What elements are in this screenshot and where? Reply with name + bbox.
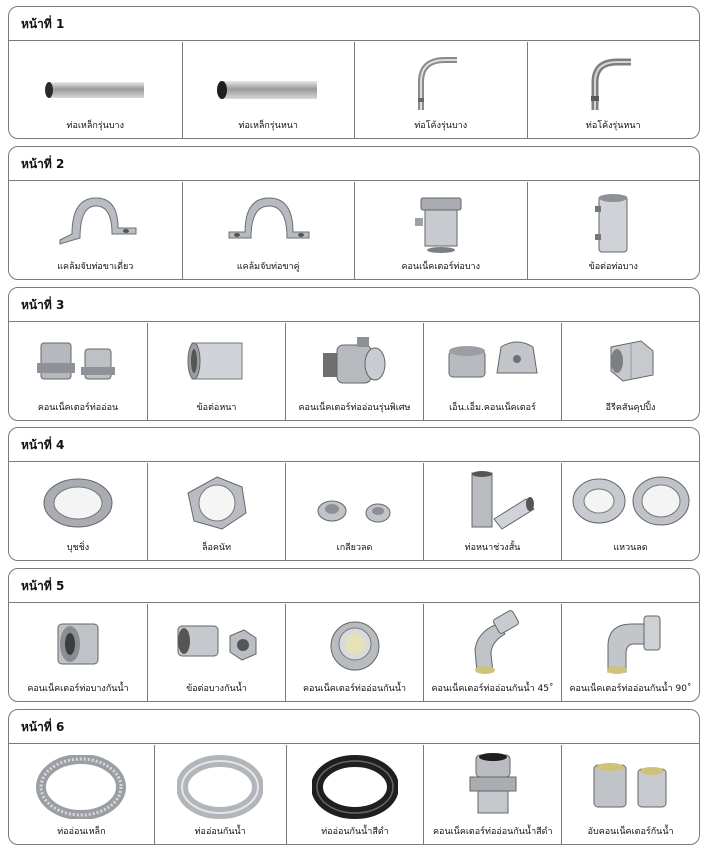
thick-elbow-pipe-icon (583, 52, 643, 112)
product-label: ล็อคนัท (201, 543, 232, 553)
product-label: ท่อหนาช่วงสั้น (464, 543, 521, 553)
flexible-connector-icon (33, 333, 123, 389)
special-flexible-connector-icon (317, 333, 393, 391)
product-card[interactable] (562, 463, 699, 560)
product-card[interactable] (424, 604, 562, 701)
product-card[interactable] (562, 604, 699, 701)
nm-connector-icon (443, 333, 543, 389)
thin-coupling-icon (593, 192, 633, 256)
product-label: ท่อโค้งรุ่นหนา (585, 121, 641, 131)
reducer-icon (310, 493, 400, 533)
thick-steel-pipe-icon (213, 64, 323, 114)
product-card[interactable] (9, 745, 155, 844)
short-thick-pipe-icon (448, 469, 538, 535)
waterproof-thin-coupling-icon (172, 614, 262, 670)
product-card[interactable] (183, 42, 356, 138)
product-label: คอนเน็คเตอร์ท่ออ่อน (37, 403, 119, 413)
product-card[interactable] (9, 42, 183, 138)
product-label: ท่อเหล็กรุ่นหนา (238, 121, 298, 131)
section-title: หน้าที่ 3 (9, 288, 699, 322)
product-card[interactable] (148, 323, 286, 420)
section-page-6 (8, 709, 700, 845)
thick-coupling-icon (184, 333, 250, 389)
product-card[interactable] (355, 42, 528, 138)
product-label: เอ็น.เอ็ม.คอนเน็คเตอร์ (449, 403, 536, 413)
waterproof-thin-connector-icon (48, 614, 108, 674)
erickson-coupling-icon (601, 333, 661, 389)
section-title: หน้าที่ 5 (9, 569, 699, 603)
product-card[interactable] (148, 463, 286, 560)
section-page-4 (8, 427, 700, 561)
locknut-icon (182, 473, 252, 533)
product-card[interactable] (155, 745, 287, 844)
waterproof-90-connector-icon (598, 610, 664, 676)
flexible-steel-conduit-icon (36, 755, 126, 819)
product-label: ท่ออ่อนเหล็ก (57, 827, 106, 837)
bushing-icon (38, 473, 118, 533)
product-label: อับคอนเน็คเตอร์กันน้ำ (587, 827, 674, 837)
section-page-5 (8, 568, 700, 702)
product-card[interactable] (424, 323, 562, 420)
single-leg-clamp-icon (50, 192, 140, 248)
waterproof-45-connector-icon (463, 610, 523, 676)
product-label: อีรีคสันคุปปิ้ง (605, 403, 656, 413)
black-waterproof-connector-icon (460, 751, 526, 817)
product-card[interactable] (528, 182, 700, 279)
product-label: คอนเน็คเตอร์ท่ออ่อนกันน้ำ 90˚ (569, 684, 692, 694)
product-card[interactable] (148, 604, 286, 701)
section-page-3 (8, 287, 700, 421)
product-label: แคล้มจับท่อขาคู่ (236, 262, 300, 272)
product-label: แคล้มจับท่อขาเดี่ยว (57, 262, 134, 272)
product-card[interactable] (9, 182, 183, 279)
product-label: ท่อโค้งรุ่นบาง (414, 121, 468, 131)
product-label: แหวนลด (613, 543, 648, 553)
product-card[interactable] (424, 463, 562, 560)
product-label: ท่อเหล็กรุ่นบาง (66, 121, 124, 131)
section-title: หน้าที่ 6 (9, 710, 699, 744)
section-title: หน้าที่ 1 (9, 7, 699, 41)
waterproof-connector-adapter-icon (586, 755, 676, 815)
product-label: คอนเน็คเตอร์ท่ออ่อนรุ่นพิเศษ (298, 403, 411, 413)
waterproof-flexible-connector-icon (325, 614, 385, 674)
product-label: ข้อต่อบางกันน้ำ (186, 684, 247, 694)
product-card[interactable] (424, 745, 562, 844)
black-waterproof-conduit-icon (312, 755, 398, 819)
product-card[interactable] (9, 463, 148, 560)
thin-steel-pipe-icon (40, 64, 150, 114)
section-title: หน้าที่ 2 (9, 147, 699, 181)
product-label: เกลียวลด (336, 543, 373, 553)
product-label: ท่ออ่อนกันน้ำสีดำ (321, 827, 389, 837)
product-label: ท่ออ่อนกันน้ำ (194, 827, 246, 837)
double-leg-clamp-icon (223, 192, 313, 248)
product-card[interactable] (355, 182, 528, 279)
product-label: คอนเน็คเตอร์ท่ออ่อนกันน้ำสีดำ (433, 827, 553, 837)
waterproof-flexible-conduit-icon (177, 755, 263, 819)
product-card[interactable] (562, 323, 699, 420)
product-label: บุชชิ่ง (66, 543, 90, 553)
product-label: คอนเน็คเตอร์ท่อบางกันน้ำ (27, 684, 129, 694)
thin-connector-icon (411, 192, 471, 254)
thin-elbow-pipe-icon (411, 52, 471, 112)
section-page-2 (8, 146, 700, 280)
product-label: คอนเน็คเตอร์ท่ออ่อนกันน้ำ 45˚ (431, 684, 554, 694)
product-label: คอนเน็คเตอร์ท่อบาง (401, 262, 480, 272)
product-card[interactable] (562, 745, 699, 844)
product-card[interactable] (287, 745, 425, 844)
reducing-washer-icon (569, 473, 693, 529)
product-label: คอนเน็คเตอร์ท่ออ่อนกันน้ำ (302, 684, 407, 694)
product-card[interactable] (286, 463, 424, 560)
product-card[interactable] (183, 182, 356, 279)
section-title: หน้าที่ 4 (9, 428, 699, 462)
product-label: ข้อต่อท่อบาง (588, 262, 638, 272)
product-card[interactable] (286, 604, 424, 701)
product-card[interactable] (9, 323, 148, 420)
product-label: ข้อต่อหนา (196, 403, 237, 413)
section-page-1 (8, 6, 700, 139)
product-card[interactable] (286, 323, 424, 420)
product-card[interactable] (9, 604, 148, 701)
product-card[interactable] (528, 42, 700, 138)
